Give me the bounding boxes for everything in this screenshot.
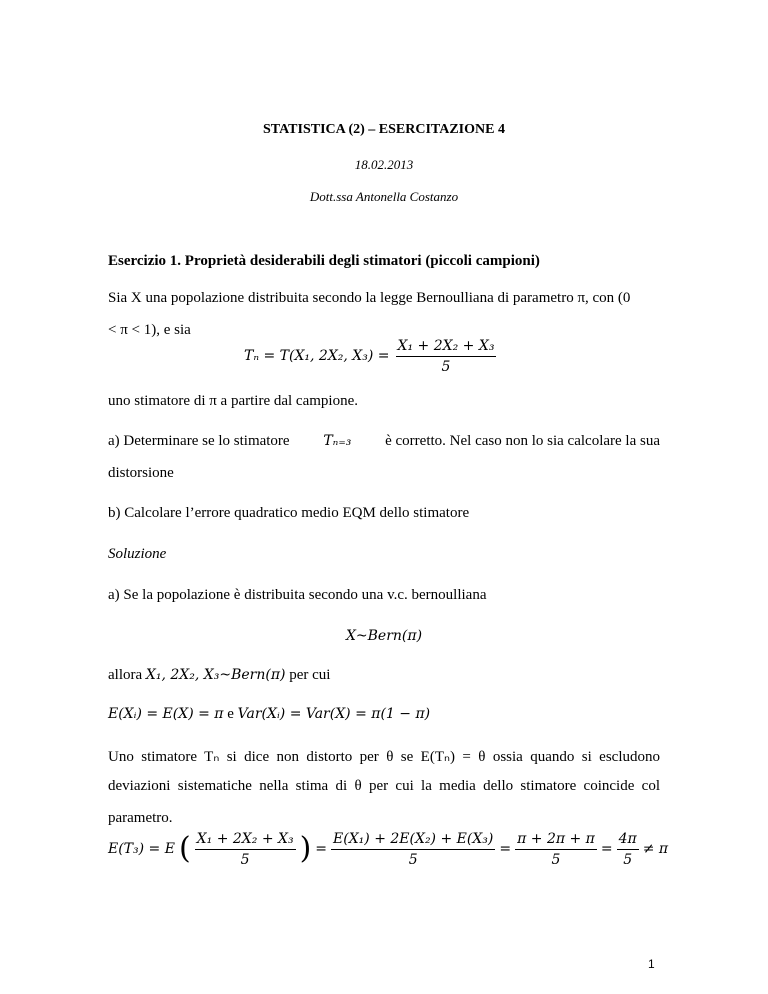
equation-et3-fraction-2: [331, 831, 495, 868]
moments-connector: e: [227, 706, 234, 722]
equation-tn-numerator: X₁ + 2X₂ + X₃: [396, 338, 497, 357]
doc-date: 18.02.2013: [354, 157, 414, 172]
intro-line-1: Sia X una popolazione distribuita secondo la legge Bernoulliana di parametro π, con (0: [108, 290, 631, 306]
left-paren: (: [178, 831, 191, 866]
equation-et3-numerator-4: 4π: [617, 831, 639, 850]
equation-et3-numerator-1: X₁ + 2X₂ + X₃: [195, 831, 296, 850]
equation-et3: [108, 826, 668, 872]
exercise-heading: Esercizio 1. Proprietà desiderabili degli stimatori (piccoli campioni): [108, 253, 540, 269]
doc-title: STATISTICA (2) – ESERCITAZIONE 4: [263, 122, 505, 137]
question-a-math: Tₙ₌₃: [323, 433, 352, 449]
question-b: b) Calcolare l’errore quadratico medio EQM dello stimatore: [108, 505, 470, 521]
equation-et3-lhs: E(T₃) = E: [108, 841, 175, 857]
question-a-line-2: distorsione: [108, 465, 174, 481]
equals-sign: =: [315, 841, 328, 857]
right-paren: ): [299, 831, 312, 866]
equation-et3-fraction-1: [195, 831, 296, 868]
equation-et3-numerator-2: E(X₁) + 2E(X₂) + E(X₃): [331, 831, 495, 850]
equation-tn-fraction: [396, 338, 497, 375]
moments-expectation: E(Xᵢ) = E(X) = π: [108, 706, 224, 722]
equation-tn-lhs: Tₙ = T(X₁, 2X₂, X₃) =: [244, 348, 390, 364]
equation-et3-denominator-2: 5: [408, 851, 418, 868]
equation-et3-fraction-4: [617, 831, 639, 868]
solution-label: Soluzione: [108, 546, 167, 562]
doc-author: Dott.ssa Antonella Costanzo: [309, 189, 459, 204]
solution-a-intro: a) Se la popolazione è distribuita secondo una v.c. bernoulliana: [108, 587, 487, 603]
definition-line-2: deviazioni sistematiche nella stima di θ per cui la media dello stimatore coincide col: [108, 778, 660, 794]
equation-et3-numerator-3: π + 2π + π: [515, 831, 597, 850]
equation-et3-denominator-3: 5: [551, 851, 561, 868]
equation-tn: [244, 334, 496, 378]
equation-tn-denominator: 5: [441, 358, 451, 375]
moments-line: [108, 706, 430, 723]
intro-line-2: < π < 1), e sia: [108, 322, 191, 338]
equation-et3-fraction-3: [515, 831, 597, 868]
question-a-post: è corretto. Nel caso non lo sia calcolare la sua: [385, 433, 660, 449]
allora-pre: allora: [108, 667, 143, 683]
question-a-pre: a) Determinare se lo stimatore: [108, 433, 290, 449]
page-number: 1: [648, 957, 655, 971]
equation-distribution: X~Bern(π): [345, 628, 423, 644]
equation-et3-tail: ≠ π: [642, 841, 669, 857]
allora-line: [108, 667, 330, 684]
allora-math: X₁, 2X₂, X₃~Bern(π): [145, 667, 286, 683]
equation-et3-denominator-1: 5: [240, 851, 250, 868]
allora-post: per cui: [289, 667, 331, 683]
equals-sign: =: [499, 841, 512, 857]
question-a-line-1: [108, 433, 660, 450]
definition-line-3: parametro.: [108, 810, 173, 826]
equation-et3-denominator-4: 5: [623, 851, 633, 868]
moments-variance: Var(Xᵢ) = Var(X) = π(1 − π): [237, 706, 431, 722]
definition-line-1: Uno stimatore Tₙ si dice non distorto per θ se E(Tₙ) = θ ossia quando si escludono: [108, 749, 660, 765]
stimatore-text: uno stimatore di π a partire dal campione.: [108, 393, 358, 409]
equals-sign: =: [600, 841, 613, 857]
